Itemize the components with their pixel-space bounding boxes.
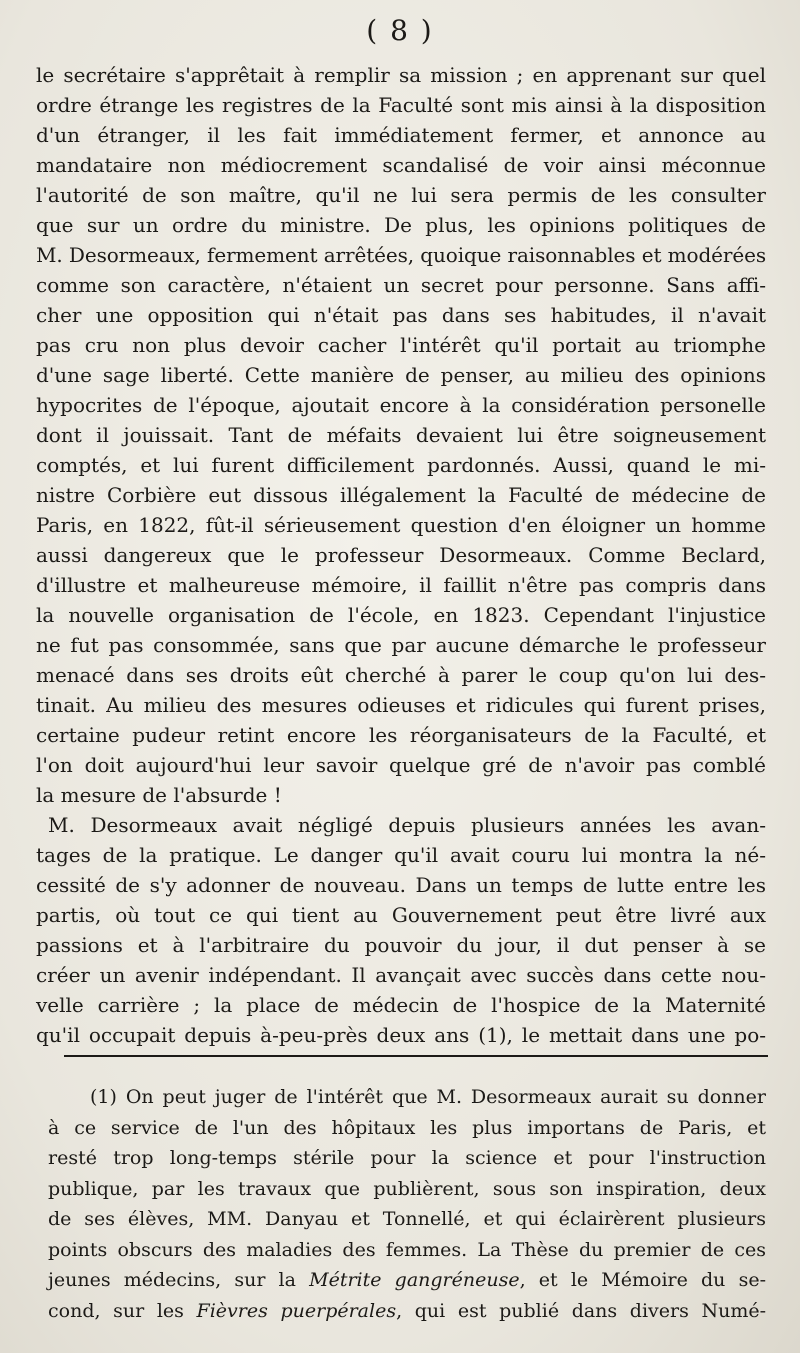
footnote-text: , qui est publié dans divers Numé- [396, 1299, 767, 1322]
text-line: ordre étrange les registres de la Faculté sont mis ainsi à la disposition [36, 93, 766, 117]
text-line: Paris, en 1822, fût-il sérieusement question d'en éloigner un homme [36, 513, 766, 537]
text-line: la nouvelle organisation de l'école, en 1823. Cependant l'injustice [36, 603, 766, 627]
main-text-block [36, 60, 766, 1050]
text-line: d'une sage liberté. Cette manière de penser, au milieu des opinions [36, 363, 766, 387]
text-line: le secrétaire s'apprêtait à remplir sa mission ; en apprenant sur quel [36, 63, 766, 87]
footnote-line: publique, par les travaux que publièrent, sous son inspiration, deux [48, 1177, 766, 1200]
footnote-block [48, 1082, 766, 1326]
text-line: pas cru non plus devoir cacher l'intérêt qu'il portait au triomphe [36, 333, 766, 357]
footnote-line: (1) On peut juger de l'intérêt que M. Desormeaux aurait su donner [90, 1086, 766, 1108]
footnote-line: resté trop long-temps stérile pour la science et pour l'instruction [48, 1147, 766, 1169]
footnote-text: cond, sur les [48, 1299, 197, 1322]
text-line: cessité de s'y adonner de nouveau. Dans un temps de lutte entre les [36, 873, 766, 897]
text-line: velle carrière ; la place de médecin de l'hospice de la Maternité [36, 993, 766, 1017]
text-line: partis, où tout ce qui tient au Gouvernement peut être livré aux [36, 903, 766, 927]
text-line: comme son caractère, n'étaient un secret pour personne. Sans affi- [36, 273, 766, 297]
text-line: tinait. Au milieu des mesures odieuses et ridicules qui furent prises, [36, 693, 766, 717]
text-line: mandataire non médiocrement scandalisé de voir ainsi méconnue [36, 153, 766, 177]
page-number: ( 8 ) [366, 14, 434, 47]
text-line: d'illustre et malheureuse mémoire, il faillit n'être pas compris dans [36, 573, 766, 597]
text-line: nistre Corbière eut dissous illégalement la Faculté de médecine de [36, 483, 766, 507]
text-line: aussi dangereux que le professeur Desormeaux. Comme Beclard, [36, 543, 766, 567]
text-line: tages de la pratique. Le danger qu'il avait couru lui montra la né- [36, 843, 766, 867]
footnote-text: , et le Mémoire du se- [519, 1269, 766, 1291]
text-line: que sur un ordre du ministre. De plus, les opinions politiques de [36, 213, 766, 237]
footnote-line: points obscurs des maladies des femmes. La Thèse du premier de ces [48, 1238, 766, 1261]
text-line: qu'il occupait depuis à-peu-près deux ans (1), le mettait dans une po- [36, 1023, 766, 1047]
footnote-divider [64, 1055, 768, 1057]
footnote-line [48, 1296, 766, 1327]
text-line: d'un étranger, il les fait immédiatement fermer, et annonce au [36, 123, 766, 147]
text-line: créer un avenir indépendant. Il avançait avec succès dans cette nou- [36, 963, 766, 987]
text-line: ne fut pas consommée, sans que par aucune démarche le professeur [36, 633, 766, 657]
text-line: cher une opposition qui n'était pas dans ses habitudes, il n'avait [36, 303, 766, 327]
text-line: hypocrites de l'époque, ajoutait encore à la considération personelle [36, 393, 766, 417]
text-line-paragraph-start: M. Desormeaux avait négligé depuis plusieurs années les avan- [48, 813, 766, 837]
text-line: l'autorité de son maître, qu'il ne lui sera permis de les consulter [36, 183, 766, 207]
footnote-line [48, 1265, 766, 1296]
footnote-text: jeunes médecins, sur la [48, 1269, 310, 1291]
footnote-line: de ses élèves, MM. Danyau et Tonnellé, et qui éclairèrent plusieurs [48, 1208, 766, 1230]
footnote-line: à ce service de l'un des hôpitaux les plus importans de Paris, et [48, 1116, 766, 1139]
text-line: certaine pudeur retint encore les réorganisateurs de la Faculté, et [36, 723, 766, 747]
text-line: M. Desormeaux, fermement arrêtées, quoique raisonnables et modérées [36, 243, 766, 267]
text-line-paragraph-end: la mesure de l'absurde ! [36, 783, 282, 807]
text-line: dont il jouissait. Tant de méfaits devaient lui être soigneusement [36, 423, 766, 447]
text-line: passions et à l'arbitraire du pouvoir du jour, il dut penser à se [36, 933, 766, 957]
text-line: menacé dans ses droits eût cherché à parer le coup qu'on lui des- [36, 663, 766, 687]
footnote-italic-title: Fièvres puerpérales [196, 1299, 397, 1322]
footnote-italic-title: Métrite gangréneuse [309, 1269, 520, 1291]
text-line: l'on doit aujourd'hui leur savoir quelque gré de n'avoir pas comblé [36, 753, 766, 777]
text-line: comptés, et lui furent difficilement pardonnés. Aussi, quand le mi- [36, 453, 766, 477]
